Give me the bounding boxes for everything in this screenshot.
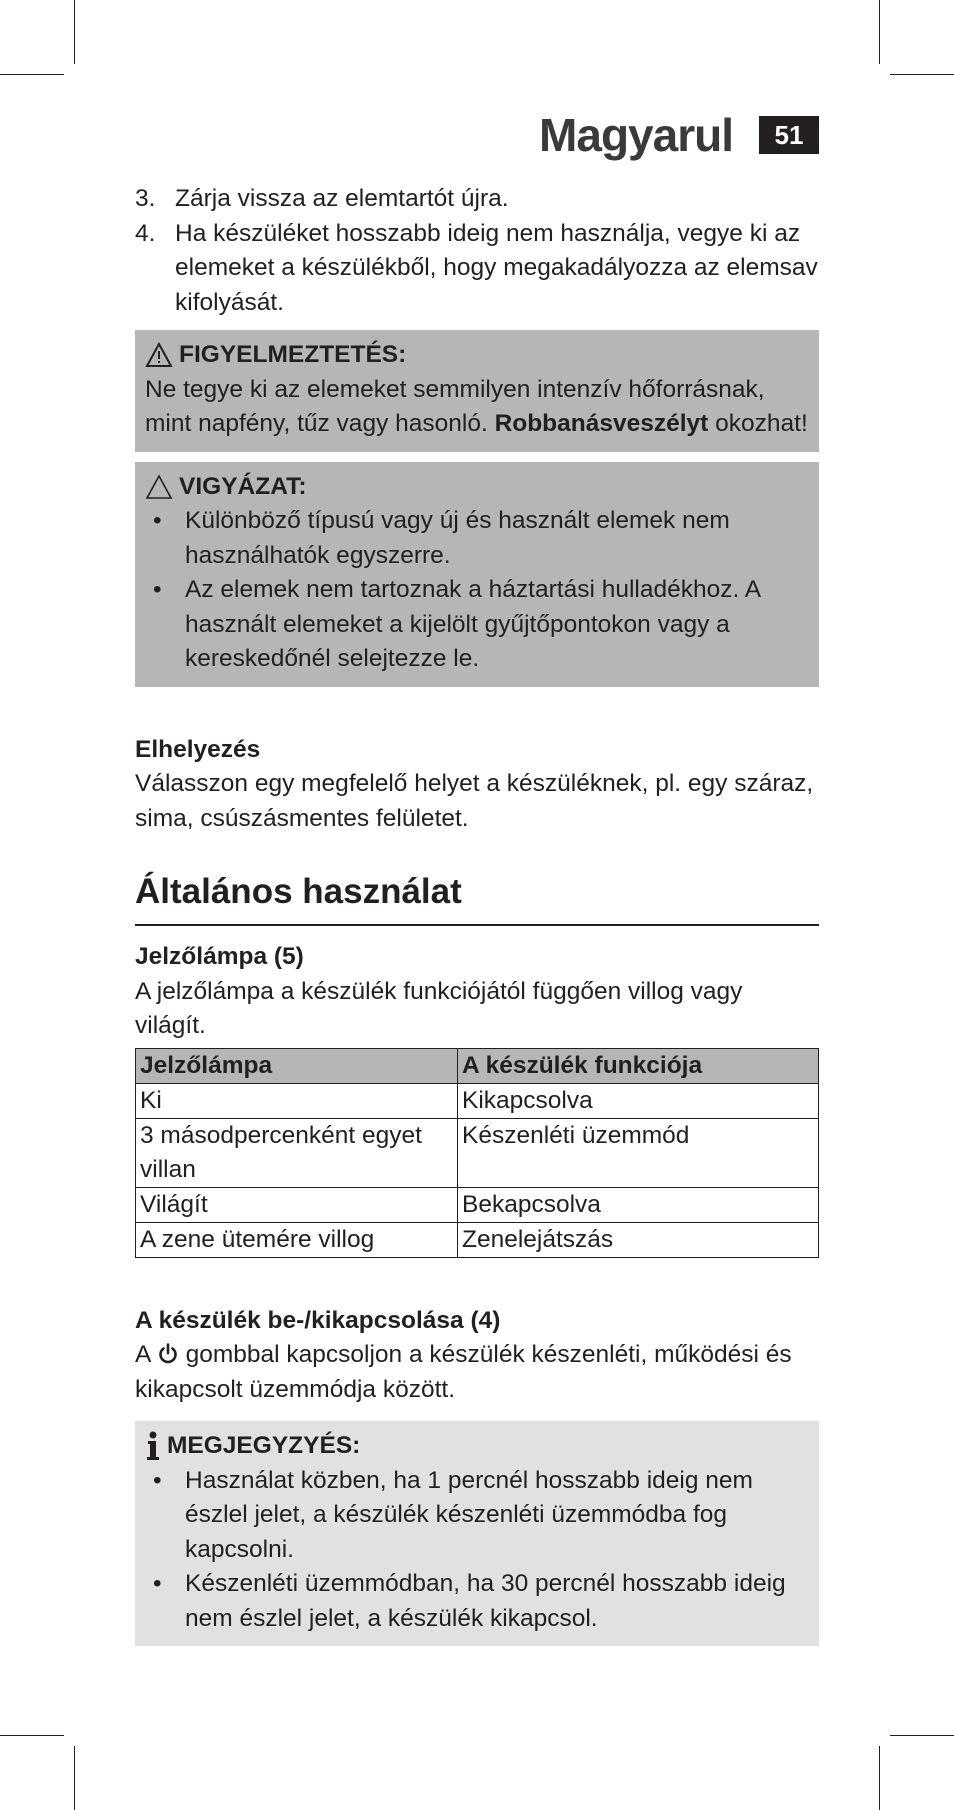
warning-title: FIGYELMEZTETÉS: — [179, 341, 407, 368]
table-cell: A zene ütemére villog — [136, 1222, 458, 1257]
table-cell: Készenléti üzemmód — [458, 1118, 819, 1187]
step-number: 4. — [135, 219, 156, 247]
list-item — [145, 1567, 809, 1636]
placement-title: Elhelyezés — [135, 735, 261, 763]
caution-triangle-icon — [145, 474, 173, 500]
table-cell: Bekapcsolva — [458, 1187, 819, 1222]
bullet: • — [153, 1570, 162, 1597]
list-item-text: Készenléti üzemmódban, ha 30 percnél hosszabb ideig nem észlel jelet, a készülék kikapcsol. — [185, 1570, 786, 1632]
list-item-text: Használat közben, ha 1 percnél hosszabb ideig nem észlel jelet, a készülék készenléti üzemmódba fog kapcsolni. — [185, 1466, 753, 1563]
power-text — [135, 1338, 819, 1407]
step-item — [135, 217, 819, 321]
table-cell: Világít — [136, 1187, 458, 1222]
note-list — [145, 1464, 809, 1637]
indicator-title: Jelzőlámpa (5) — [135, 943, 304, 970]
crop-mark — [0, 74, 64, 75]
list-item-text: Az elemek nem tartoznak a háztartási hulladékhoz. A használt elemeket a kijelölt gyűjtőpontokon vagy a kereskedőnél selejtezze le. — [185, 576, 760, 672]
table-row — [136, 1222, 819, 1257]
crop-mark — [890, 74, 954, 75]
note-box — [135, 1421, 819, 1646]
step-list — [135, 182, 819, 320]
step-item — [135, 182, 819, 217]
table-header-cell: A készülék funkciója — [458, 1048, 819, 1083]
caution-title-row — [145, 470, 809, 505]
page-header — [539, 108, 819, 162]
warning-text-part: Ne tegye ki az elemeket semmilyen intenzív hőforrásnak, mint napfény, tűz vagy hasonló. — [145, 375, 765, 437]
table-row — [136, 1118, 819, 1187]
step-text: Ha készüléket hosszabb ideig nem használja, vegye ki az elemeket a készülékből, hogy megakadályozza az elemsav kifolyását. — [175, 219, 818, 316]
table-cell: 3 másodpercenként egyet villan — [136, 1118, 458, 1187]
step-number: 3. — [135, 185, 156, 212]
info-icon — [145, 1431, 161, 1461]
section-title: Általános használat — [135, 870, 819, 926]
table-row — [136, 1083, 819, 1118]
caution-title: VIGYÁZAT: — [179, 472, 307, 500]
power-text-part: gombbal kapcsoljon a készülék készenléti, működési és kikapcsolt üzemmódja között. — [135, 1341, 792, 1403]
bullet: • — [153, 576, 162, 603]
table-header-row — [136, 1048, 819, 1083]
table-cell: Zenelejátszás — [458, 1222, 819, 1257]
caution-box — [135, 462, 819, 687]
crop-mark — [879, 0, 880, 64]
list-item — [145, 504, 809, 573]
bullet: • — [153, 507, 162, 534]
warning-text — [145, 373, 809, 442]
table-header-cell: Jelzőlámpa — [136, 1048, 458, 1083]
indicator-table — [135, 1048, 819, 1258]
placement-text: Válasszon egy megfelelő helyet a készüléknek, pl. egy száraz, sima, csúszásmentes felületet. — [135, 770, 814, 832]
crop-mark — [879, 1746, 880, 1810]
list-item — [145, 573, 809, 677]
warning-text-part: okozhat! — [708, 410, 808, 437]
list-item-text: Különböző típusú vagy új és használt elemek nem használhatók egyszerre. — [185, 507, 730, 569]
warning-title-row — [145, 338, 809, 373]
table-cell: Kikapcsolva — [458, 1083, 819, 1118]
page-number: 51 — [759, 116, 819, 154]
crop-mark — [890, 1735, 954, 1736]
power-text-part: A — [135, 1341, 157, 1368]
crop-mark — [74, 0, 75, 64]
table-row — [136, 1187, 819, 1222]
language-title: Magyarul — [539, 109, 733, 161]
warning-triangle-icon — [145, 342, 173, 368]
power-icon — [157, 1343, 179, 1365]
list-item — [145, 1464, 809, 1568]
table-cell: Ki — [136, 1083, 458, 1118]
crop-mark — [0, 1735, 64, 1736]
caution-list — [145, 504, 809, 677]
note-title-row — [145, 1429, 809, 1464]
bullet: • — [153, 1466, 162, 1494]
indicator-text: A jelzőlámpa a készülék funkciójától függően villog vagy világít. — [135, 977, 743, 1039]
crop-mark — [74, 1746, 75, 1810]
warning-box — [135, 330, 819, 452]
warning-text-bold: Robbanásveszélyt — [494, 410, 709, 437]
power-title: A készülék be-/kikapcsolása (4) — [135, 1306, 501, 1334]
page-content — [135, 182, 819, 1656]
note-title: MEGJEGYZYÉS: — [167, 1432, 361, 1459]
step-text: Zárja vissza az elemtartót újra. — [175, 185, 509, 212]
